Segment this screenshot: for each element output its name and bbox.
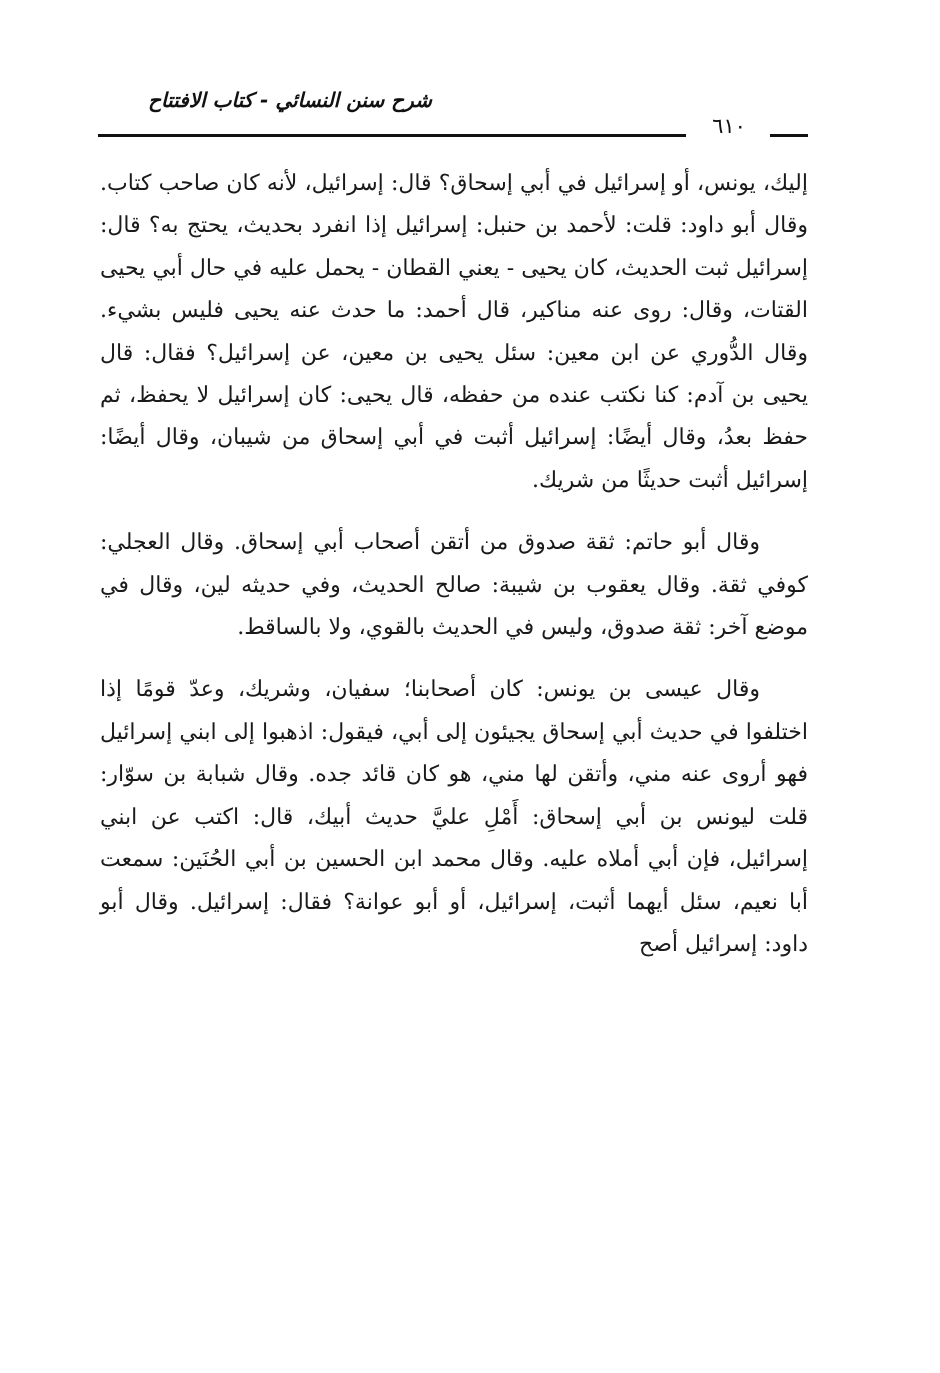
- running-header-title: شرح سنن النسائي - كتاب الافتتاح: [148, 88, 432, 112]
- paragraph-1: إليك، يونس، أو إسرائيل في أبي إسحاق؟ قال: إسرائيل، لأنه كان صاحب كتاب. وقال أبو داود: قلت: لأحمد بن حنبل: إسرائيل إذا انفرد بحديث، يحتج به؟ قال: إسرائيل ثبت الحديث، كان يحيى - يعني القطان - يحمل عليه في حال أبي يحيى القتات، وقال: روى عنه مناكير، قال أحمد: ما حدث عنه يحيى فليس بشيء. وقال الدُّوري عن ابن معين: سئل يحيى بن معين، عن إسرائيل؟ فقال: قال يحيى بن آدم: كنا نكتب عنده من حفظه، قال يحيى: كان إسرائيل لا يحفظ، ثم حفظ بعدُ، وقال أيضًا: إسرائيل أثبت في أبي إسحاق من شيبان، وقال أيضًا: إسرائيل أثبت حديثًا من شريك.: [100, 171, 808, 493]
- paragraph-2: وقال أبو حاتم: ثقة صدوق من أتقن أصحاب أبي إسحاق. وقال العجلي: كوفي ثقة. وقال يعقوب بن شيبة: صالح الحديث، وفي حديثه لين، وقال في موضع آخر: ثقة صدوق، وليس في الحديث بالقوي، ولا بالساقط.: [100, 530, 808, 641]
- header-rule: [98, 134, 686, 137]
- body-text: [100, 163, 808, 966]
- paragraph-3: وقال عيسى بن يونس: كان أصحابنا؛ سفيان، وشريك، وعدّ قومًا إذا اختلفوا في حديث أبي إسحاق يجيئون إلى أبي، فيقول: اذهبوا إلى ابني إسرائيل فهو أروى عنه مني، وأتقن لها مني، هو كان قائد جده. وقال شبابة بن سوّار: قلت ليونس بن أبي إسحاق: أَمْلِ عليَّ حديث أبيك، قال: اكتب عن ابني إسرائيل، فإن أبي أملاه عليه. وقال محمد ابن الحسين بن أبي الحُنَين: سمعت أبا نعيم، سئل أيهما أثبت، إسرائيل، أو أبو عوانة؟ فقال: إسرائيل. وقال أبو داود: إسرائيل أصح: [100, 677, 808, 957]
- page-number: ٦١٠: [712, 114, 746, 138]
- header-rule-short: [770, 134, 808, 137]
